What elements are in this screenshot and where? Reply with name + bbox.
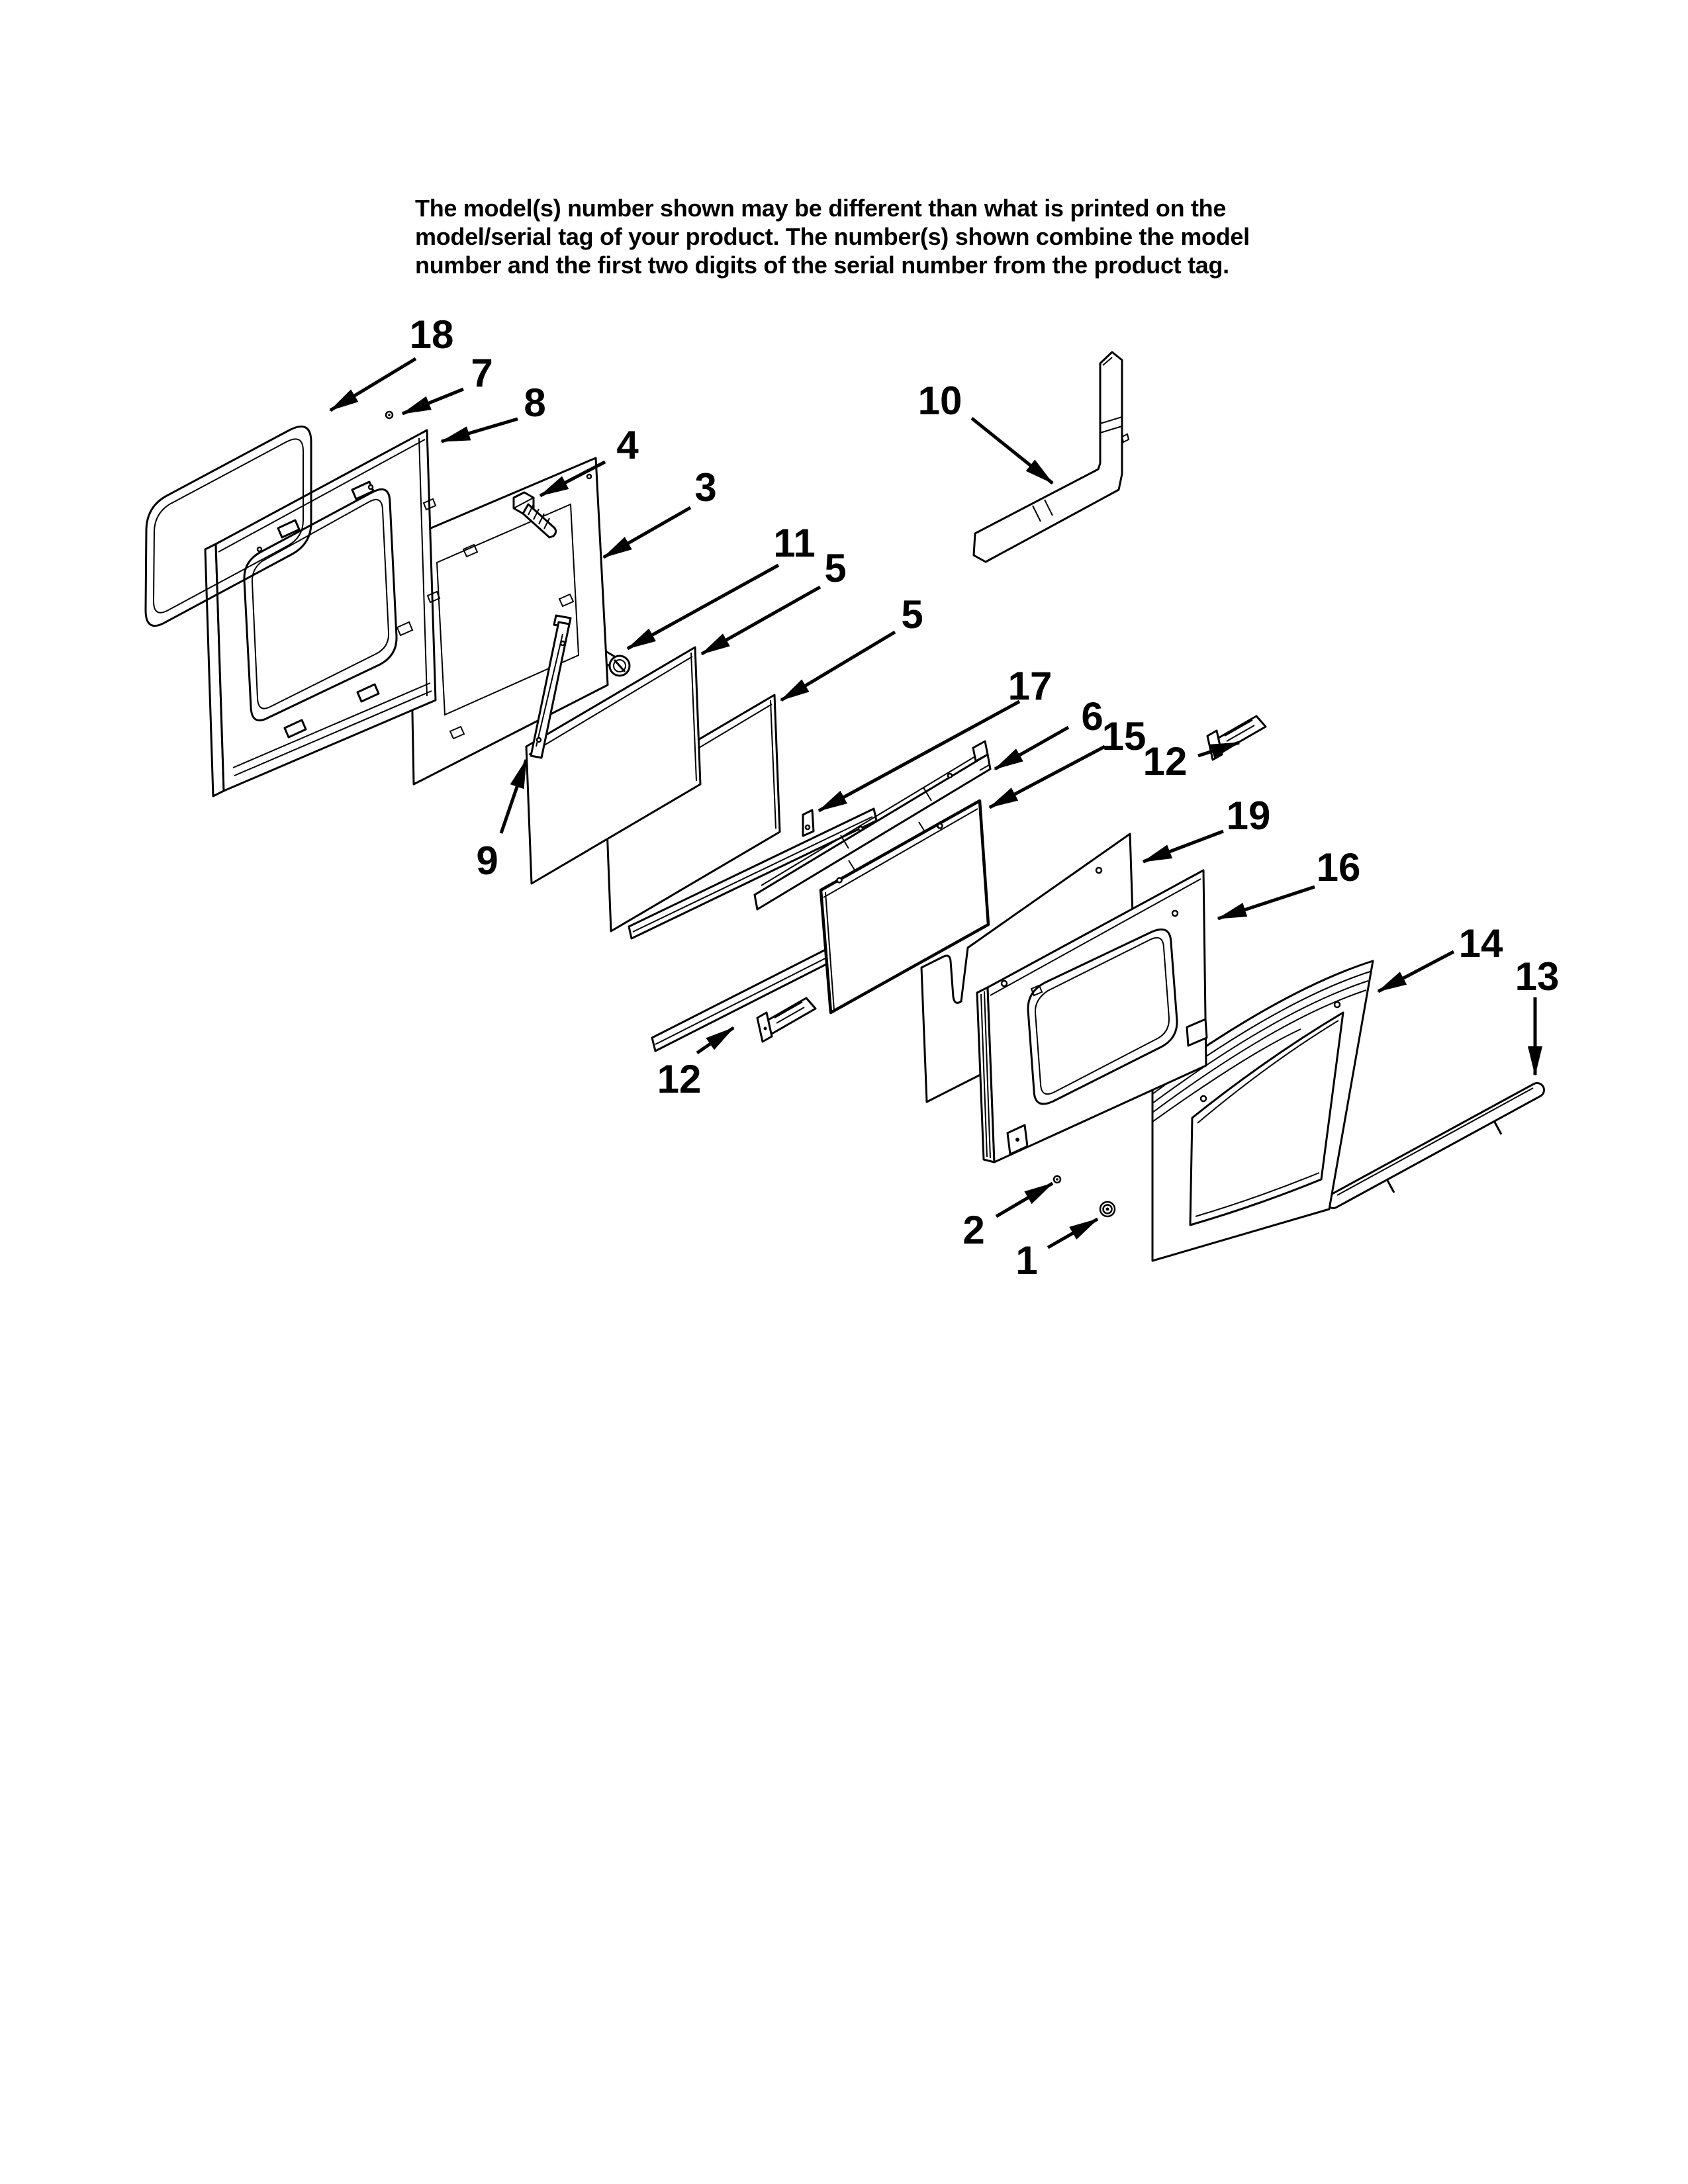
grommet-center <box>1106 1208 1109 1211</box>
panel-hole <box>837 878 842 883</box>
callout-11-arrow <box>628 565 778 649</box>
bracket-body <box>974 352 1122 562</box>
latch-hole <box>1015 1138 1019 1142</box>
callout-8-arrow <box>442 419 518 441</box>
callout-12-arrow <box>697 1028 733 1053</box>
callout-7-label: 7 <box>471 351 493 395</box>
callout-8-label: 8 <box>524 381 546 425</box>
panel-hole <box>1096 868 1102 873</box>
trim-hole <box>537 738 541 742</box>
screw-hole <box>369 485 373 489</box>
screw-center <box>1056 1178 1058 1181</box>
callout-2-label: 2 <box>962 1208 985 1252</box>
callout-6-arrow <box>995 727 1068 769</box>
callout-2-arrow <box>996 1183 1053 1216</box>
rail-hole <box>948 774 952 778</box>
callout-15-label: 15 <box>1102 714 1147 758</box>
callout-16-label: 16 <box>1316 845 1361 889</box>
callout-15-arrow <box>990 747 1105 807</box>
disclaimer-line-2: model/serial tag of your product. The number(s) shown combine the model <box>415 223 1250 250</box>
screw-hole <box>258 547 261 551</box>
screw-hole <box>1335 1002 1340 1007</box>
callout-1-arrow <box>1048 1219 1098 1248</box>
vent-trim-bracket-part <box>974 352 1129 562</box>
handle-grommet-part <box>1100 1202 1115 1216</box>
callout-12-label: 12 <box>1143 739 1188 784</box>
bracket-hole <box>1214 745 1217 749</box>
screw-hole <box>1172 911 1178 916</box>
panel-notch <box>849 860 855 871</box>
callout-9-arrow <box>501 760 526 833</box>
callout-17-arrow <box>819 702 1019 811</box>
retainer-bracket-top-part <box>1207 716 1266 760</box>
callout-5-arrow <box>781 632 895 700</box>
handle-highlight <box>1337 1088 1533 1195</box>
screw-center <box>388 414 391 416</box>
callout-17-label: 17 <box>1008 664 1053 708</box>
callout-5-label: 5 <box>901 592 923 637</box>
bracket-hole <box>764 1027 767 1030</box>
callout-7-arrow <box>402 389 463 414</box>
retainer-bracket-bottom-part <box>757 998 816 1042</box>
callout-14-label: 14 <box>1458 921 1503 966</box>
callout-3-label: 3 <box>694 465 717 510</box>
rail-hole <box>859 827 863 831</box>
callout-5-label: 5 <box>824 546 847 590</box>
tab-hole <box>806 825 810 829</box>
screw-hole <box>1002 981 1007 986</box>
hinge-screw-dot-part <box>386 412 393 418</box>
callout-3-arrow <box>604 508 690 557</box>
inner-door-liner-part <box>205 430 440 796</box>
trim-hole <box>561 641 565 645</box>
callout-1-label: 1 <box>1015 1238 1038 1283</box>
callout-19-arrow <box>1143 831 1223 862</box>
shield-hole <box>587 475 591 478</box>
callout-18-arrow <box>330 359 416 410</box>
callout-16-arrow <box>1218 887 1315 919</box>
callout-4-label: 4 <box>616 423 639 467</box>
disclaimer-line-3: number and the first two digits of the serial number from the product tag. <box>415 251 1229 279</box>
callout-9-label: 9 <box>476 839 498 883</box>
callout-11-label: 11 <box>773 521 816 565</box>
panel-hole <box>938 824 943 829</box>
callout-19-label: 19 <box>1226 794 1271 838</box>
callout-13-label: 13 <box>1515 954 1560 999</box>
rail-left-tab <box>803 810 814 836</box>
callout-12-label: 12 <box>657 1057 702 1101</box>
door-handle-part <box>1333 1088 1537 1201</box>
panel-notch <box>919 822 925 833</box>
door-screw-part <box>1054 1176 1060 1183</box>
disclaimer-line-1: The model(s) number shown may be different than what is printed on the <box>415 195 1227 222</box>
handle-tube-face <box>1333 1090 1537 1201</box>
screw-hole <box>1201 1096 1206 1101</box>
callout-14-arrow <box>1378 952 1454 991</box>
callout-6-label: 6 <box>1081 694 1103 739</box>
callout-10-label: 10 <box>917 379 962 423</box>
callout-18-label: 18 <box>409 312 454 357</box>
callout-10-arrow <box>972 418 1053 483</box>
